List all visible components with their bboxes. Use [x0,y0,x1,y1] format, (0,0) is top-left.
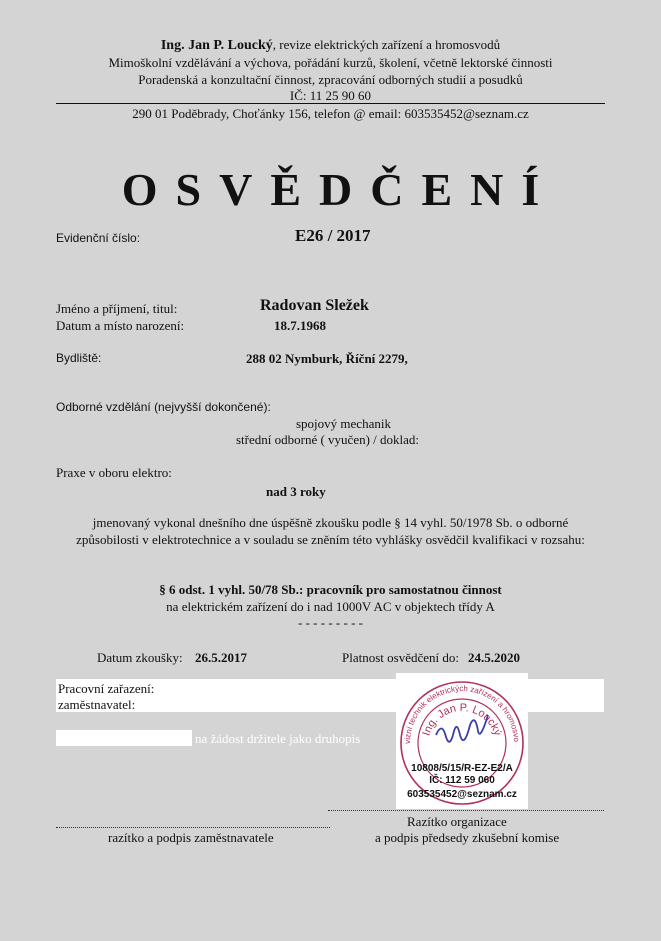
left-signature-line [56,827,330,828]
header-divider [56,103,605,104]
birth-value: 18.7.1968 [274,318,326,333]
scope-line-2: na elektrickém zařízení do i nad 1000V AC v objektech třídy A [166,599,495,614]
evidence-label: Evidenční číslo: [56,231,141,245]
residence-label: Bydliště: [56,351,102,365]
svg-text:Ing. Jan P. Loucký [420,702,503,738]
header-title-line [0,37,661,54]
exam-date-value: 26.5.2017 [195,650,247,665]
practice-value: nad 3 roky [266,484,326,499]
name-value: Radovan Sležek [260,297,369,314]
validity-label: Platnost osvědčení do: [342,650,459,665]
stamp-name: Ing. Jan P. Loucký [420,701,504,738]
header-address: 290 01 Poděbrady, Choťánky 156, telefon @ email: 603535452@seznam.cz [132,106,529,121]
statement-line-1: jmenovaný vykonal dnešního dne úspěšně zkoušku podle § 14 vyhl. 50/1978 Sb. o odborné [92,515,569,530]
stamp-ring-text: vizní technik elektrických zařízení a hromosvo [402,683,522,744]
practice-label: Praxe v oboru elektro: [56,465,172,480]
header-line-3: Poradenská a konzultační činnost, zpracování odborných studií a posudků [138,72,523,87]
education-value-2: střední odborné ( vyučen) / doklad: [236,432,420,447]
exam-date-label: Datum zkoušky: [97,650,183,665]
employer-label: zaměstnavatel: [58,697,136,712]
stamp-email: 603535452@seznam.cz [407,789,517,800]
issuer-title: , revize elektrických zařízení a hromosvodů [272,37,501,52]
education-label: Odborné vzdělání (nejvyšší dokončené): [56,400,271,414]
statement-line-2: způsobilosti v elektrotechnice a v souladu se zněním této vyhlášky osvědčil kvalifikaci v rozsahu: [76,532,585,547]
stamp-ic: IČ: 112 59 060 [429,775,495,786]
education-value-1: spojový mechanik [296,416,391,431]
organization-stamp [396,673,528,809]
document-title: OSVĚDČENÍ [121,164,558,215]
validity-value: 24.5.2020 [468,650,520,665]
header-line-2: Mimoškolní vzdělávání a výchova, pořádání kurzů, školení, včetně lektorské činnosti [108,55,553,70]
redacted-box [56,730,192,746]
issuer-name: Ing. Jan P. Loucký [160,38,273,53]
position-label: Pracovní zařazení: [58,681,155,696]
residence-value: 288 02 Nymburk, Říční 2279, [246,351,408,366]
stamp-number: 10808/5/15/R-EZ-E2/A [411,763,513,774]
right-signature-line [328,810,604,811]
left-signature-label: razítko a podpis zaměstnavatele [108,830,274,845]
right-signature-label-2: a podpis předsedy zkušební komise [375,830,560,845]
right-signature-label-1: Razítko organizace [407,814,507,829]
employment-box-right [528,679,604,712]
scope-line-3: - - - - - - - - - [298,615,363,630]
name-label: Jméno a příjmení, titul: [56,301,178,316]
header-ic: IČ: 11 25 90 60 [289,88,372,103]
duplicate-note: na žádost držitele jako druhopis [195,731,361,746]
stamp-seal-icon [396,673,528,809]
birth-label: Datum a místo narození: [56,318,185,333]
scope-line-1: § 6 odst. 1 vyhl. 50/78 Sb.: pracovník pro samostatnou činnost [159,582,502,597]
evidence-value: E26 / 2017 [295,226,371,245]
